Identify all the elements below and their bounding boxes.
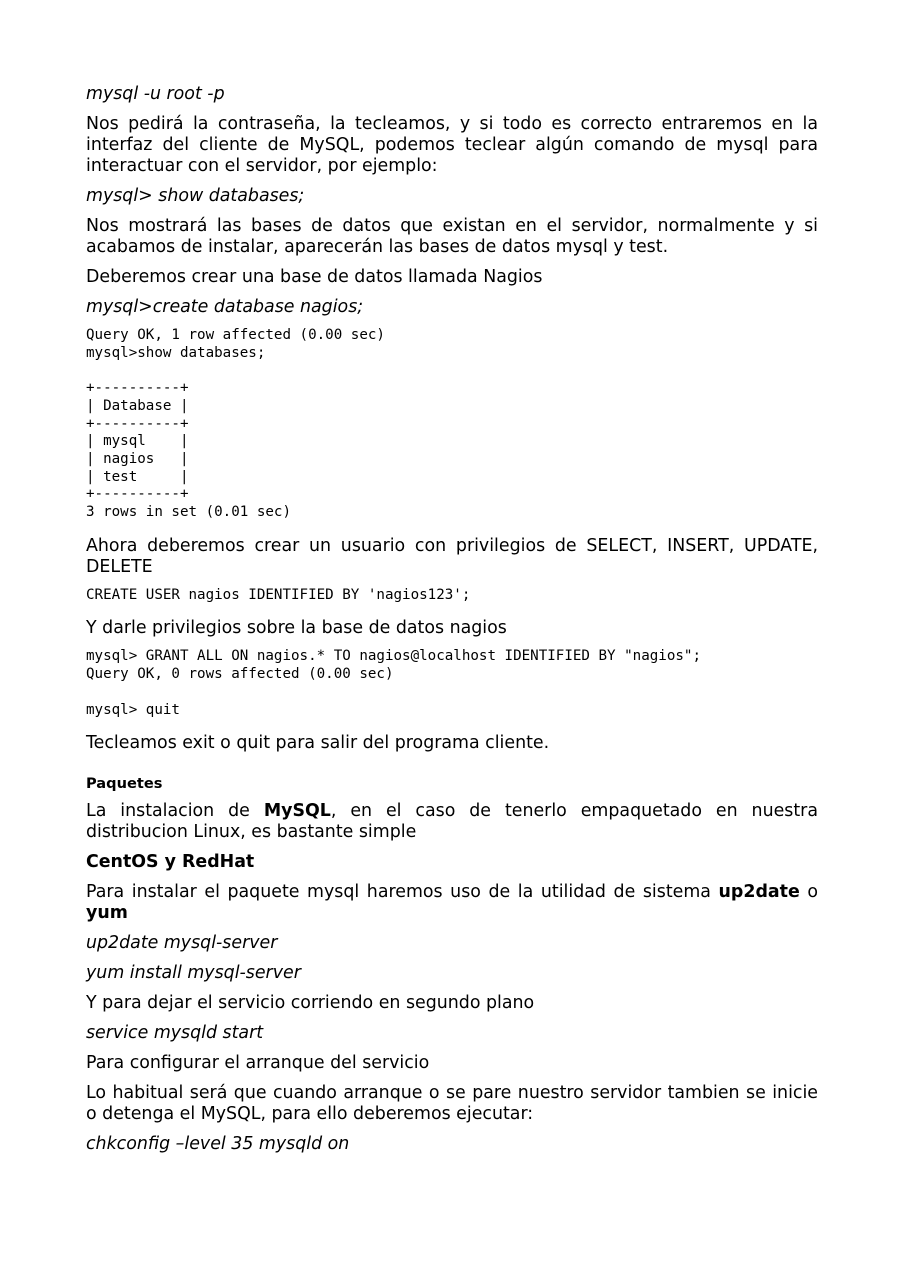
install-text-mysql: MySQL: [263, 801, 331, 822]
paragraph-password: Nos pedirá la contraseña, la tecleamos, y si todo es correcto entraremos en la interfaz del cliente de MySQL, podemos teclear algún comando de mysql para interactuar con el servidor, por ejemplo:: [86, 114, 818, 176]
paragraph-install: [86, 801, 818, 843]
paragraph-background-service: Y para dejar el servicio corriendo en segundo plano: [86, 993, 535, 1014]
paragraph-create-database: Deberemos crear una base de datos llamada Nagios: [86, 267, 543, 287]
up2date-text-up2date: up2date: [718, 882, 800, 903]
command-up2date: up2date mysql-server: [86, 933, 278, 954]
command-service-start: service mysqld start: [86, 1023, 264, 1044]
heading-packages: Paquetes: [86, 775, 163, 793]
command-chkconfig: chkconfig –level 35 mysqld on: [86, 1134, 350, 1155]
up2date-text-yum: yum: [86, 903, 128, 924]
code-block-create-user: CREATE USER nagios IDENTIFIED BY 'nagios123';: [86, 586, 471, 603]
subheading-centos-redhat: CentOS y RedHat: [86, 852, 255, 873]
command-create-database: mysql>create database nagios;: [86, 297, 364, 317]
paragraph-habitual: Lo habitual será que cuando arranque o se pare nuestro servidor tambien se inicie o detenga el MySQL, para ello deberemos ejecutar:: [86, 1083, 818, 1125]
paragraph-create-user: Ahora deberemos crear un usuario con privilegios de SELECT, INSERT, UPDATE, DELETE: [86, 535, 818, 577]
install-text-post: , en el caso de tenerlo empaquetado en nuestra distribucion Linux, es bastante simple: [86, 801, 818, 843]
install-text-pre: La instalacion de: [86, 801, 264, 822]
code-block-grant: mysql> GRANT ALL ON nagios.* TO nagios@localhost IDENTIFIED BY "nagios"; Query OK, 0 rows affected (0.00 sec) mysql> quit: [86, 648, 701, 718]
paragraph-configure-startup: Para configurar el arranque del servicio: [86, 1053, 430, 1074]
paragraph-privileges: Y darle privilegios sobre la base de datos nagios: [86, 618, 507, 639]
command-yum-install: yum install mysql-server: [86, 963, 301, 984]
paragraph-exit: Tecleamos exit o quit para salir del programa cliente.: [86, 733, 550, 754]
command-mysql-login: mysql -u root -p: [86, 84, 225, 104]
up2date-text-mid: o: [799, 882, 818, 903]
paragraph-show-databases: Nos mostrará las bases de datos que existan en el servidor, normalmente y si acabamos de instalar, aparecerán las bases de datos mysql y test.: [86, 216, 818, 257]
up2date-text-pre: Para instalar el paquete mysql haremos uso de la utilidad de sistema: [86, 882, 719, 903]
command-show-databases: mysql> show databases;: [86, 186, 305, 206]
document-page: [86, 84, 818, 1164]
code-block-databases-output: Query OK, 1 row affected (0.00 sec) mysql>show databases; +----------+ | Database | +----------+ | mysql | | nagios | | test | +----------+ 3 rows in set (0.01 sec): [86, 327, 385, 521]
paragraph-up2date: [86, 882, 818, 924]
